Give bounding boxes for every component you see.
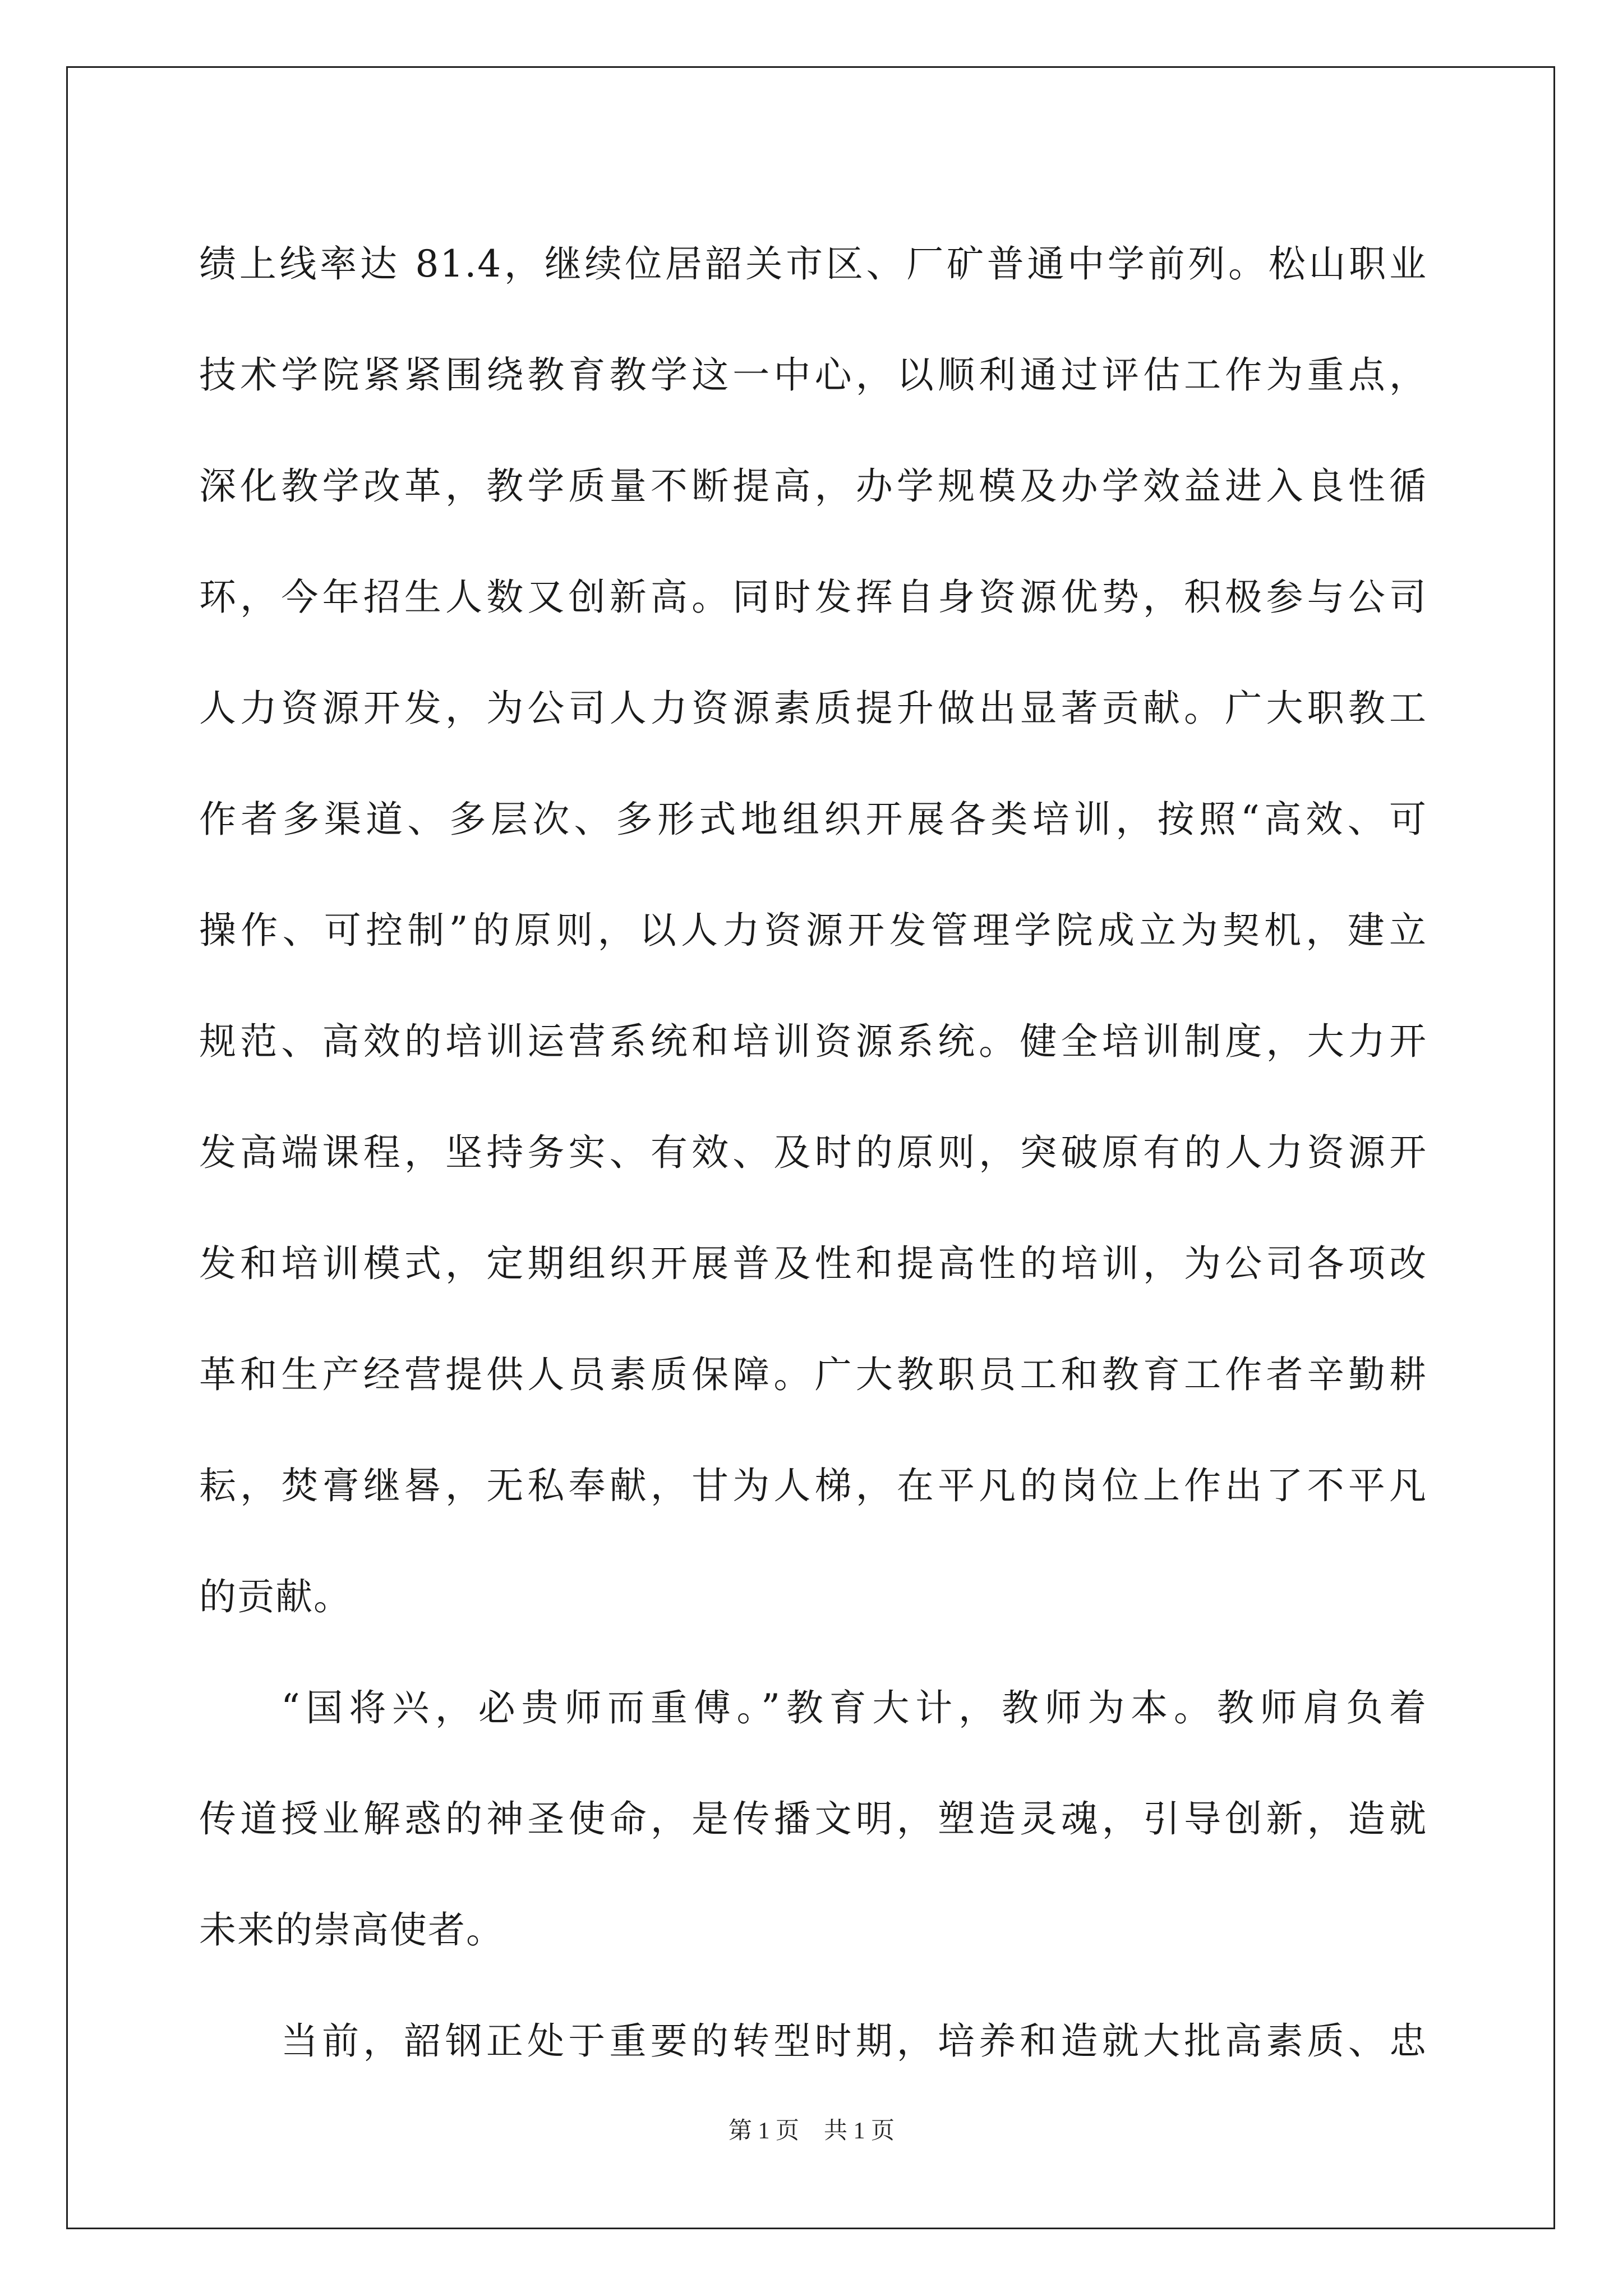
page-number: 第 1 页 xyxy=(728,2118,799,2144)
text-line: 传道授业解惑的神圣使命，是传播文明，塑造灵魂，引导创新，造就 xyxy=(199,1797,1427,1841)
text-line: 操作、可控制”的原则，以人力资源开发管理学院成立为契机，建立 xyxy=(199,909,1427,952)
paragraph-first-line: “国将兴，必贵师而重傅。”教育大计，教师为本。教师肩负着 xyxy=(281,1686,1427,1729)
body-text xyxy=(199,209,1427,2097)
page-total: 共 1 页 xyxy=(824,2118,895,2144)
text-line: 环，今年招生人数又创新高。同时发挥自身资源优势，积极参与公司 xyxy=(199,576,1427,619)
page-footer xyxy=(0,2112,1623,2146)
paragraph-first-line: 当前，韶钢正处于重要的转型时期，培养和造就大批高素质、忠 xyxy=(281,2019,1427,2063)
text-line: 未来的崇高使者。 xyxy=(199,1908,504,1952)
text-line: 人力资源开发，为公司人力资源素质提升做出显著贡献。广大职教工 xyxy=(199,687,1427,730)
text-line: 耘，焚膏继晷，无私奉献，甘为人梯，在平凡的岗位上作出了不平凡 xyxy=(199,1464,1427,1507)
text-line: 革和生产经营提供人员素质保障。广大教职员工和教育工作者辛勤耕 xyxy=(199,1353,1427,1396)
text-line: 深化教学改革，教学质量不断提高，办学规模及办学效益进入良性循 xyxy=(199,464,1427,508)
text-line: 的贡献。 xyxy=(199,1575,352,1618)
text-line: 技术学院紧紧围绕教育教学这一中心，以顺利通过评估工作为重点， xyxy=(199,353,1427,397)
text-line: 发高端课程，坚持务实、有效、及时的原则，突破原有的人力资源开 xyxy=(199,1131,1427,1174)
text-line: 绩上线率达 81.4，继续位居韶关市区、厂矿普通中学前列。松山职业 xyxy=(199,242,1427,286)
text-line: 规范、高效的培训运营系统和培训资源系统。健全培训制度，大力开 xyxy=(199,1020,1427,1063)
text-line: 作者多渠道、多层次、多形式地组织开展各类培训，按照“高效、可 xyxy=(199,798,1427,841)
text-line: 发和培训模式，定期组织开展普及性和提高性的培训，为公司各项改 xyxy=(199,1242,1427,1285)
